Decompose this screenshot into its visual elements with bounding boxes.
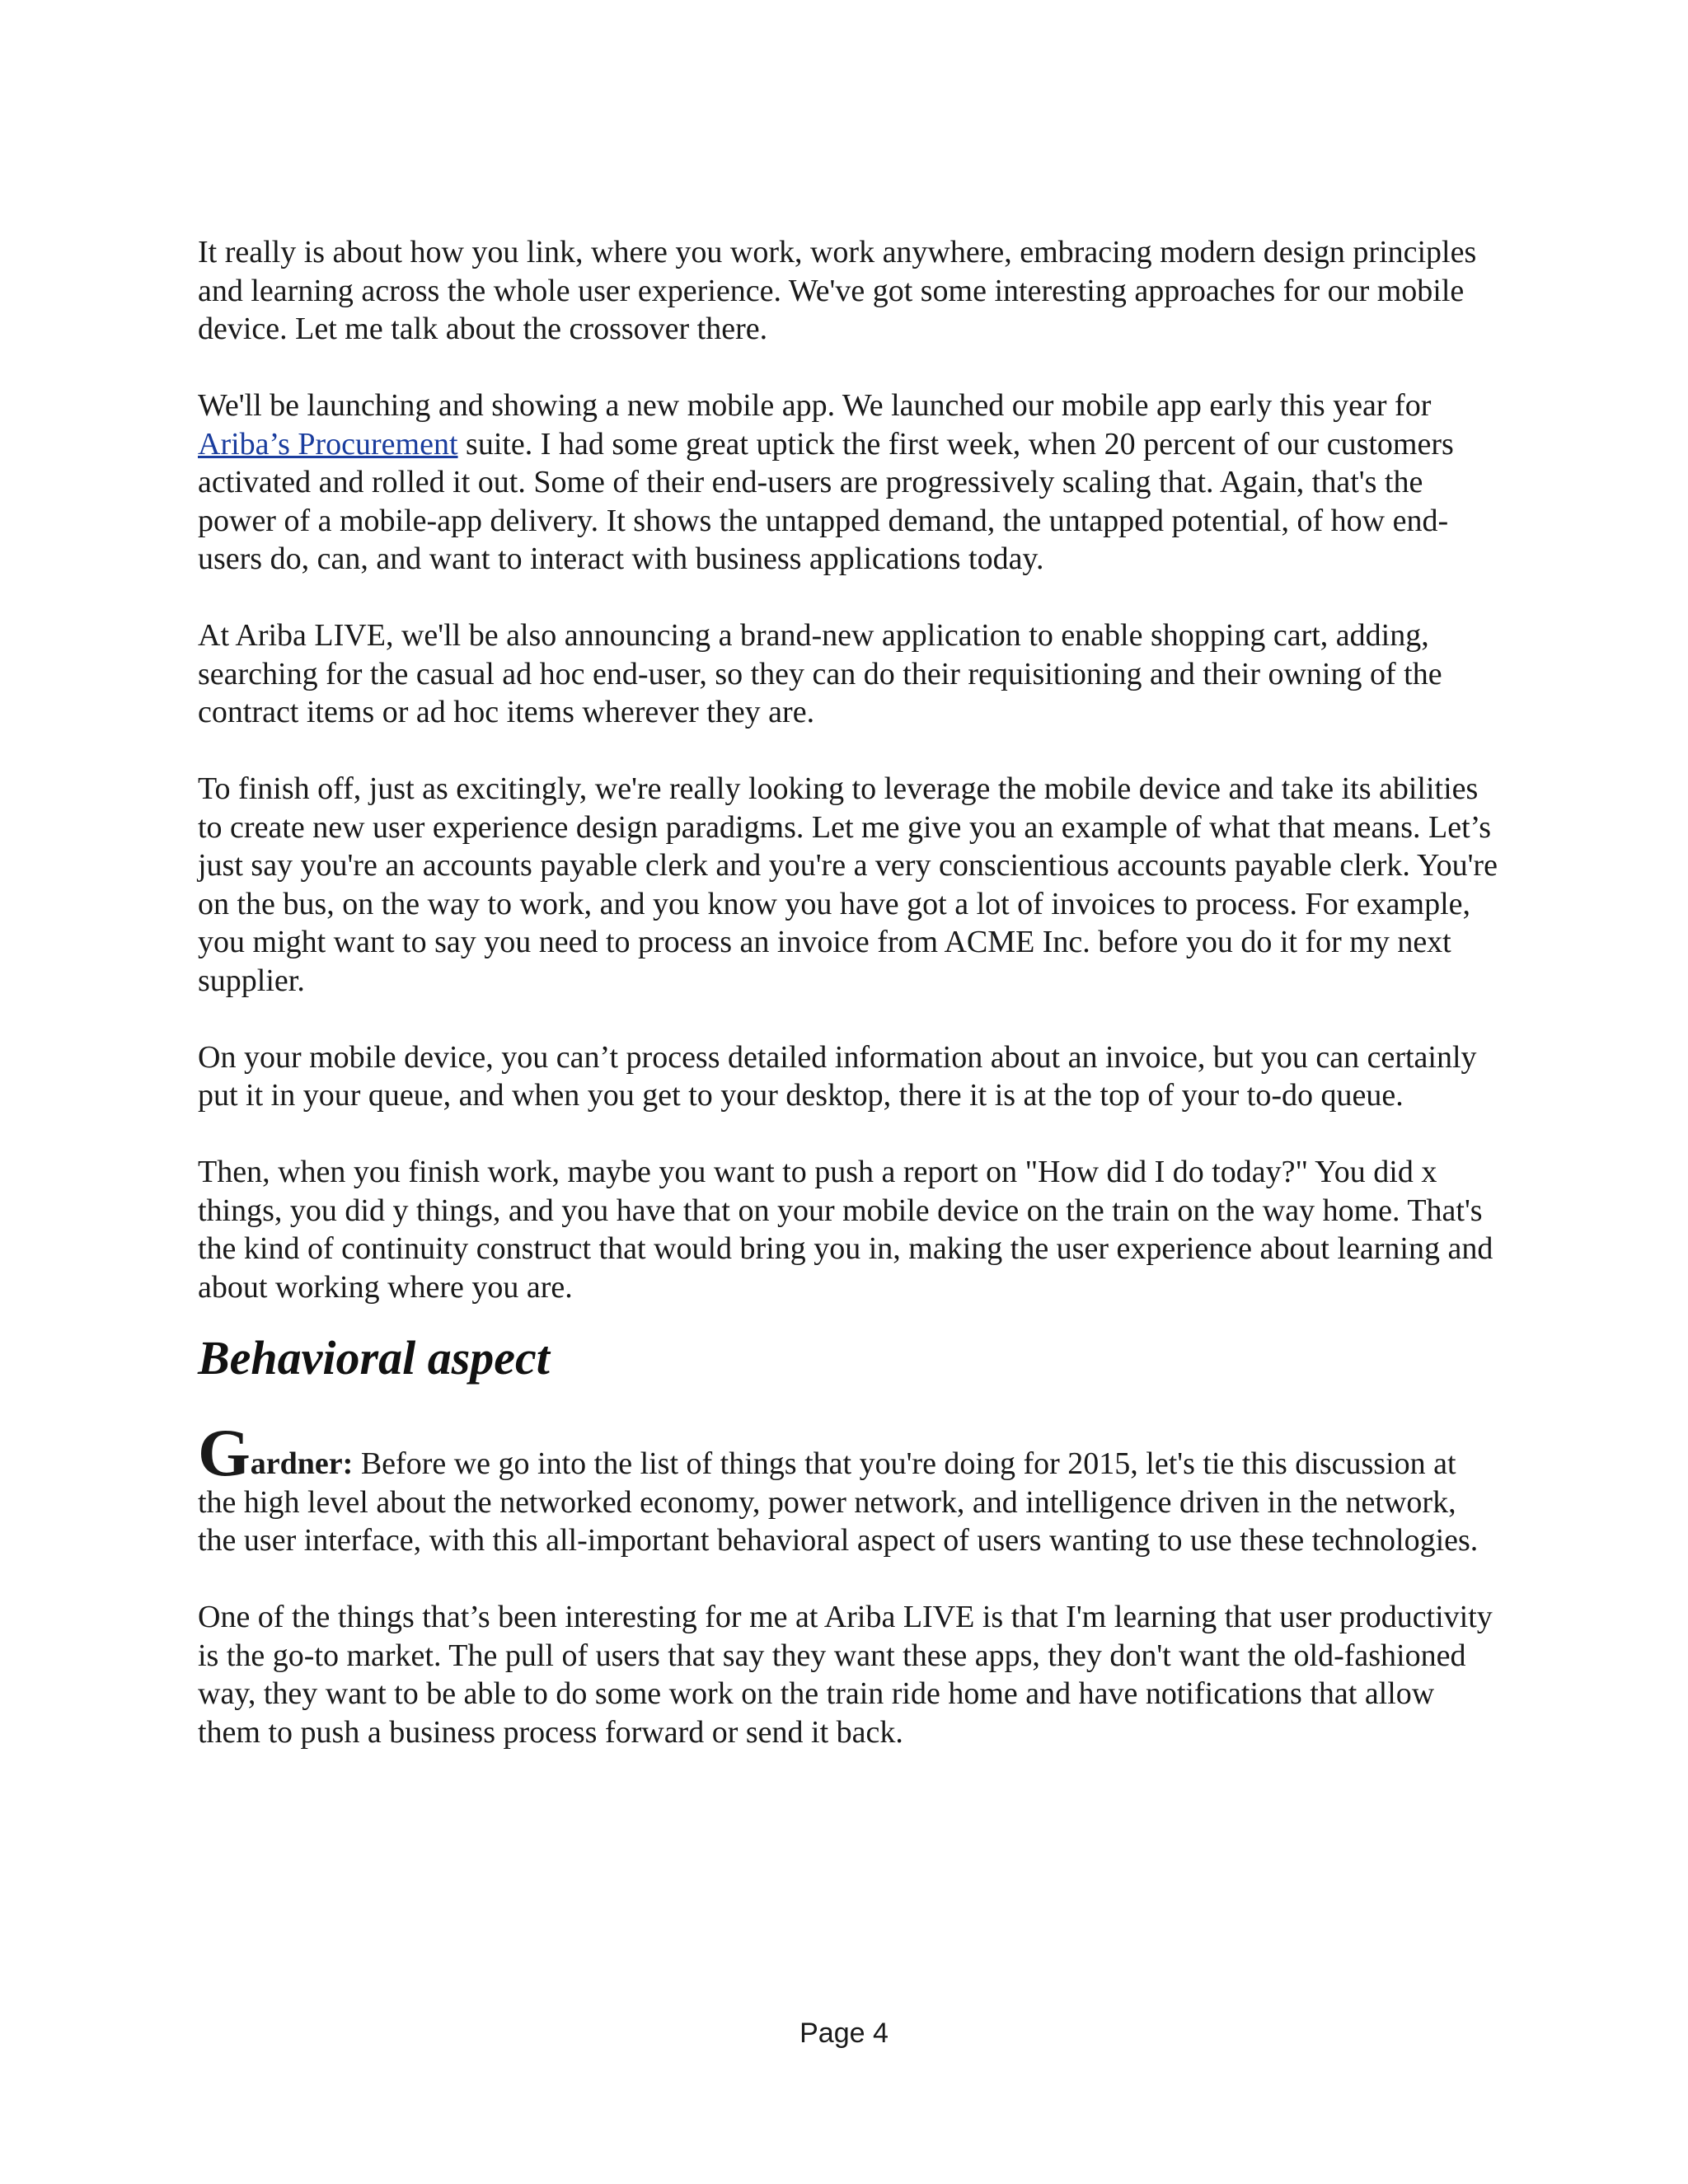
mobile-para-text-before: We'll be launching and showing a new mobile app. We launched our mobile app early this year for [198, 388, 1432, 423]
paragraph-user-productivity: One of the things that’s been interesting for me at Ariba LIVE is that I'm learning that user productivity is the go-to market. The pull of users that say they want these apps, they don't want the old-fashioned way, they want to be able to do some work on the train ride home and have notifications that allow them to push a business process forward or send it back. [198, 1600, 1493, 1750]
page-number: Page 4 [799, 2018, 889, 2049]
drop-cap: G [198, 1415, 251, 1490]
ariba-procurement-link[interactable]: Ariba’s Procurement [198, 426, 458, 462]
speaker-name: ardner: [250, 1446, 354, 1481]
paragraph-ariba-live: At Ariba LIVE, we'll be also announcing a brand-new application to enable shopping cart, adding, searching for the casual ad hoc end-user, so they can do their requisitioning and their owning of the contract items or ad hoc items wherever they are. [198, 618, 1442, 729]
paragraph-finish-off: To finish off, just as excitingly, we're really looking to leverage the mobile device and take its abilities to create new user experience design paradigms. Let me give you an example of what that means. Let’s just say you're an accounts payable clerk and you're a very conscientious accounts payable clerk. You're on the bus, on the way to work, and you know you have got a lot of invoices to process. For example, you might want to say you need to process an invoice from ACME Inc. before you do it for my next supplier. [198, 771, 1498, 998]
section-heading: Behavioral aspect [198, 1331, 550, 1385]
paragraph-link-crossover: It really is about how you link, where you work, work anywhere, embracing modern design principles and learning across the whole user experience. We've got some interesting approaches for our mobile device. Let me talk about the crossover there. [198, 235, 1477, 346]
paragraph-gardner-question [198, 1415, 1500, 1560]
paragraph-mobile-app [198, 387, 1500, 579]
paragraph-mobile-device-queue: On your mobile device, you can’t process detailed information about an invoice, but you can certainly put it in your queue, and when you get to your desktop, there it is at the top of your to-do queue. [198, 1039, 1477, 1113]
mobile-para-text-after: suite. I had some great uptick the first week, when 20 percent of our customers activated and rolled it out. Some of their end-users are progressively scaling that. Again, that's the power of a mobile-app delivery. It shows the untapped demand, the untapped potential, of how end-users do, can, and want to interact with business applications today. [198, 426, 1454, 576]
document-body [198, 233, 1500, 1751]
speaker-text: Before we go into the list of things that you're doing for 2015, let's tie this discussion at the high level about the networked economy, power network, and intelligence driven in the network, the user interface, with this all-important behavioral aspect of users wanting to use these technologies. [198, 1446, 1479, 1558]
paragraph-finish-work: Then, when you finish work, maybe you want to push a report on "How did I do today?" You did x things, you did y things, and you have that on your mobile device on the train on the way home. That's the kind of continuity construct that would bring you in, making the user experience about learning and about working where you are. [198, 1155, 1493, 1305]
